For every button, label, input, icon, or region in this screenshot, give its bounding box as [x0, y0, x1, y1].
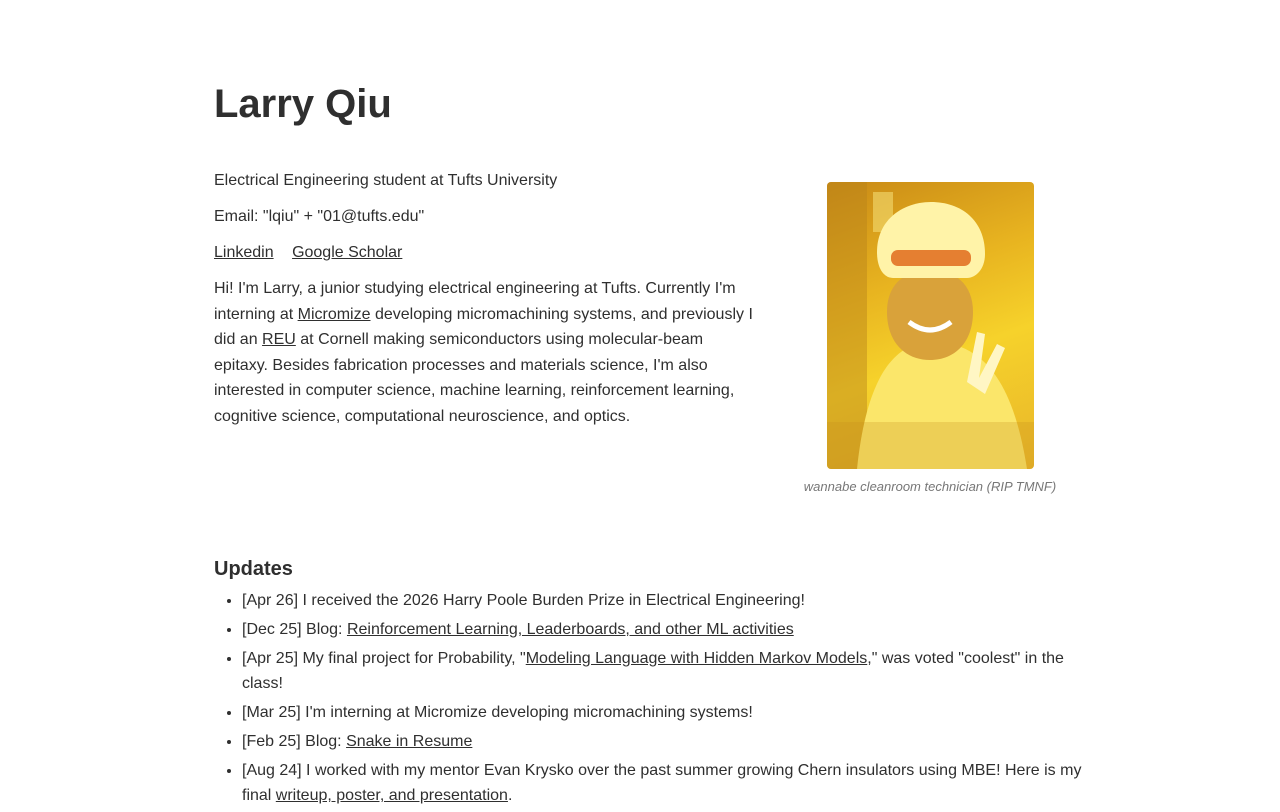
profile-photo	[827, 182, 1034, 469]
bio-paragraph	[214, 276, 759, 430]
writeup-link[interactable]: writeup, poster, and presentation	[275, 787, 508, 805]
tagline: Electrical Engineering student at Tufts University	[214, 172, 558, 189]
google-scholar-link[interactable]: Google Scholar	[292, 243, 403, 261]
snake-blog-link[interactable]: Snake in Resume	[346, 732, 473, 750]
update-text: [Feb 25] Blog:	[242, 732, 347, 750]
update-item	[242, 758, 1094, 809]
email-text: Email: "lqiu" + "01@tufts.edu"	[214, 207, 425, 225]
intro-section	[214, 168, 759, 440]
bio-text-3: at Cornell making semiconductors using molecular-beam epitaxy. Besides fabrication processes and materials science, I'm also interested in computer science, machine learning, reinforcement learning, cognitive science, computational neuroscience, and optics.	[214, 331, 735, 425]
update-text: [Apr 25] My final project for Probability, "	[242, 649, 526, 667]
update-text: [Aug 24] I worked with my mentor Evan Krysko over the past summer growing Chern insulators using MBE! Here is my final	[242, 761, 1082, 805]
update-text-suffix: ," was voted "coolest" in the class!	[242, 649, 1064, 693]
profile-figure	[798, 182, 1062, 494]
update-item	[242, 588, 1094, 614]
update-item	[242, 646, 1094, 697]
updates-heading: Updates	[214, 558, 293, 580]
page-title: Larry Qiu	[214, 82, 392, 126]
rl-blog-link[interactable]: Reinforcement Learning, Leaderboards, and other ML activities	[346, 620, 794, 638]
bio-text-2: developing micromachining systems, and previously I did an	[214, 305, 753, 349]
updates-list	[214, 588, 1094, 812]
update-item	[242, 729, 1094, 755]
profile-links	[214, 240, 759, 266]
update-text-suffix: .	[507, 787, 513, 805]
update-item	[242, 700, 1094, 726]
linkedin-link[interactable]: Linkedin	[214, 243, 274, 261]
update-text: [Mar 25] I'm interning at Micromize developing micromachining systems!	[242, 703, 753, 721]
photo-caption: wannabe cleanroom technician (RIP TMNF)	[803, 479, 1057, 494]
update-text: [Apr 26] I received the 2026 Harry Poole Burden Prize in Electrical Engineering!	[242, 592, 805, 609]
update-text: [Dec 25] Blog:	[242, 620, 347, 638]
micromize-link[interactable]: Micromize	[297, 305, 371, 323]
reu-link[interactable]: REU	[262, 331, 296, 349]
update-item	[242, 617, 1094, 643]
bio-text-1: Hi! I'm Larry, a junior studying electrical engineering at Tufts. Currently I'm interning at	[214, 279, 736, 323]
hmm-project-link[interactable]: Modeling Language with Hidden Markov Models	[525, 649, 868, 667]
